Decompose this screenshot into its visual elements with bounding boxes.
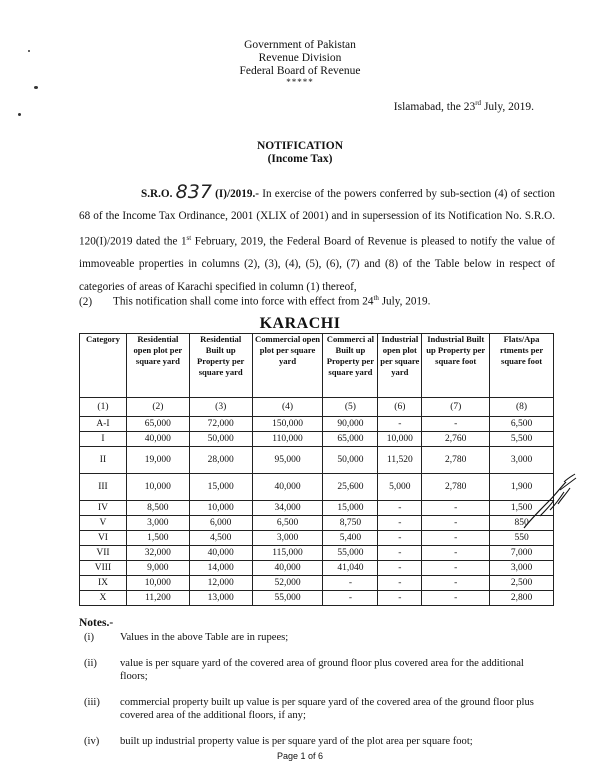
value-cell: 5,400 <box>323 531 378 546</box>
value-cell: - <box>378 516 422 531</box>
table-row <box>80 432 554 447</box>
value-cell: 15,000 <box>323 501 378 516</box>
table-city-title: KARACHI <box>259 315 341 332</box>
value-cell: 2,780 <box>422 474 490 501</box>
value-cell: - <box>422 417 490 432</box>
value-cell: - <box>378 591 422 606</box>
value-cell: 10,000 <box>126 576 189 591</box>
value-cell: 41,040 <box>323 561 378 576</box>
category-cell: II <box>80 447 127 474</box>
scan-speck <box>18 113 21 116</box>
body-paragraph <box>79 183 555 298</box>
column-number: (5) <box>323 398 378 417</box>
body-text-2: February, 2019, the Federal Board of Revenue is pleased to notify the value of immoveable properties in columns (2), (3), (4), (5), (6), (7) and (8) of the Table below in respect of categories of areas of Karachi specified in column (1) thereof, <box>79 236 555 293</box>
note-text: commercial property built up value is per square yard of the covered area of the ground floor plus covered area of the additional floors, if any; <box>120 697 534 721</box>
column-number: (3) <box>189 398 252 417</box>
value-cell: 1,500 <box>490 501 554 516</box>
value-cell: 28,000 <box>189 447 252 474</box>
value-cell: - <box>378 546 422 561</box>
note-item <box>84 631 554 644</box>
value-cell: 25,600 <box>323 474 378 501</box>
column-number: (4) <box>252 398 323 417</box>
value-cell: 1,500 <box>126 531 189 546</box>
para2-text: This notification shall come into force with effect from 24 <box>113 295 374 308</box>
table-body <box>80 398 554 606</box>
note-text: Values in the above Table are in rupees; <box>120 632 289 643</box>
value-cell: 15,000 <box>189 474 252 501</box>
handwritten-signature <box>520 470 590 545</box>
date-suffix: July, 2019. <box>481 100 534 113</box>
value-cell: 90,000 <box>323 417 378 432</box>
value-cell: 1,900 <box>490 474 554 501</box>
value-cell: - <box>422 546 490 561</box>
value-cell: 55,000 <box>323 546 378 561</box>
value-cell: 40,000 <box>126 432 189 447</box>
para2-number: (2) <box>79 295 93 308</box>
para2-sup: th <box>373 294 379 302</box>
page-footer: Page 1 of 6 <box>276 751 324 761</box>
value-cell: 2,800 <box>490 591 554 606</box>
value-cell: 2,760 <box>422 432 490 447</box>
value-cell: 32,000 <box>126 546 189 561</box>
value-cell: - <box>378 501 422 516</box>
value-cell: - <box>422 516 490 531</box>
category-cell: V <box>80 516 127 531</box>
note-item <box>84 657 554 683</box>
column-number: (7) <box>422 398 490 417</box>
table-row <box>80 447 554 474</box>
value-cell: 40,000 <box>252 474 323 501</box>
note-text: built up industrial property value is per square yard of the plot area per square foot; <box>120 736 473 747</box>
column-number: (2) <box>126 398 189 417</box>
category-cell: III <box>80 474 127 501</box>
value-cell: 50,000 <box>189 432 252 447</box>
category-cell: IV <box>80 501 127 516</box>
sro-number-handwritten: 837 <box>175 181 212 203</box>
table-row <box>80 516 554 531</box>
value-cell: - <box>323 576 378 591</box>
value-cell: 65,000 <box>126 417 189 432</box>
table-header <box>80 334 554 398</box>
value-cell: 6,000 <box>189 516 252 531</box>
value-cell: - <box>378 417 422 432</box>
value-cell: 72,000 <box>189 417 252 432</box>
value-cell: 65,000 <box>323 432 378 447</box>
category-cell: I <box>80 432 127 447</box>
para2-end: July, 2019. <box>378 295 431 308</box>
value-cell: 95,000 <box>252 447 323 474</box>
category-cell: A-I <box>80 417 127 432</box>
column-number: (6) <box>378 398 422 417</box>
column-header: Category <box>80 334 127 398</box>
value-cell: 3,000 <box>490 561 554 576</box>
column-header: Flats/Apa rtments per square foot <box>490 334 554 398</box>
value-cell: 2,500 <box>490 576 554 591</box>
value-cell: - <box>378 531 422 546</box>
value-cell: 4,500 <box>189 531 252 546</box>
value-cell: - <box>422 531 490 546</box>
value-cell: 115,000 <box>252 546 323 561</box>
value-cell: 6,500 <box>252 516 323 531</box>
column-header: Industrial Built up Property per square foot <box>422 334 490 398</box>
value-cell: 40,000 <box>189 546 252 561</box>
value-cell: 19,000 <box>126 447 189 474</box>
value-cell: 850 <box>490 516 554 531</box>
note-number: (iv) <box>84 736 100 747</box>
sro-suffix: (I)/2019.- <box>215 188 259 200</box>
value-cell: 14,000 <box>189 561 252 576</box>
value-cell: 8,500 <box>126 501 189 516</box>
table-row <box>80 474 554 501</box>
date-prefix: Islamabad, the 23 <box>393 100 476 113</box>
value-cell: 55,000 <box>252 591 323 606</box>
column-number: (8) <box>490 398 554 417</box>
header-board: Federal Board of Revenue <box>239 65 361 77</box>
value-cell: 3,000 <box>490 447 554 474</box>
table-row <box>80 531 554 546</box>
note-number: (ii) <box>84 658 97 669</box>
value-cell: 2,780 <box>422 447 490 474</box>
notification-subtitle: (Income Tax) <box>267 153 333 165</box>
header-division: Revenue Division <box>258 52 342 64</box>
value-cell: 34,000 <box>252 501 323 516</box>
category-cell: IX <box>80 576 127 591</box>
body-sup-1: st <box>186 234 192 243</box>
value-cell: 8,750 <box>323 516 378 531</box>
value-cell: - <box>422 501 490 516</box>
value-cell: 6,500 <box>490 417 554 432</box>
value-cell: - <box>422 561 490 576</box>
table-row <box>80 417 554 432</box>
table-row <box>80 561 554 576</box>
value-cell: 150,000 <box>252 417 323 432</box>
commencement-paragraph <box>79 294 559 308</box>
value-cell: - <box>378 576 422 591</box>
value-cell: 110,000 <box>252 432 323 447</box>
value-cell: - <box>422 591 490 606</box>
table-row <box>80 576 554 591</box>
column-number: (1) <box>80 398 127 417</box>
value-cell: 550 <box>490 531 554 546</box>
note-item <box>84 735 554 748</box>
value-cell: 50,000 <box>323 447 378 474</box>
category-cell: VIII <box>80 561 127 576</box>
header-government: Government of Pakistan <box>244 39 356 51</box>
value-cell: - <box>378 561 422 576</box>
value-cell: 9,000 <box>126 561 189 576</box>
notification-title: NOTIFICATION <box>256 140 344 152</box>
value-cell: 52,000 <box>252 576 323 591</box>
category-cell: X <box>80 591 127 606</box>
value-cell: - <box>422 576 490 591</box>
header-stars: ***** <box>286 77 314 87</box>
value-cell: 10,000 <box>378 432 422 447</box>
notes-title: Notes.- <box>79 617 114 629</box>
value-cell: 10,000 <box>189 501 252 516</box>
value-cell: 40,000 <box>252 561 323 576</box>
table-row <box>80 591 554 606</box>
value-cell: 10,000 <box>126 474 189 501</box>
note-text: value is per square yard of the covered area of ground floor plus covered area for the additional floors; <box>120 658 524 682</box>
column-header: Residential open plot per square yard <box>126 334 189 398</box>
column-number-row <box>80 398 554 417</box>
column-header: Industrial open plot per square yard <box>378 334 422 398</box>
dateline <box>394 99 534 113</box>
document-header <box>0 39 600 87</box>
column-header: Commercial open plot per square yard <box>252 334 323 398</box>
table-row <box>80 501 554 516</box>
value-cell: 13,000 <box>189 591 252 606</box>
column-header: Commerci al Built up Property per square yard <box>323 334 378 398</box>
property-rates-table <box>79 333 554 606</box>
note-number: (iii) <box>84 697 100 708</box>
value-cell: 5,500 <box>490 432 554 447</box>
note-item <box>84 696 554 722</box>
value-cell: - <box>323 591 378 606</box>
value-cell: 12,000 <box>189 576 252 591</box>
category-cell: VI <box>80 531 127 546</box>
column-header: Residential Built up Property per square yard <box>189 334 252 398</box>
value-cell: 3,000 <box>252 531 323 546</box>
value-cell: 7,000 <box>490 546 554 561</box>
date-sup: rd <box>475 99 482 107</box>
body-text-1: In exercise of the powers conferred by sub-section (4) of section 68 of the Income Tax Ordinance, 2001 (XLIX of 2001) and in supersession of its Notification No. S.R.O. 120(I)/2019 dated the 1 <box>79 188 556 249</box>
table-row <box>80 546 554 561</box>
sro-label: S.R.O. <box>141 188 173 200</box>
category-cell: VII <box>80 546 127 561</box>
value-cell: 11,520 <box>378 447 422 474</box>
notification-heading <box>0 140 600 166</box>
value-cell: 5,000 <box>378 474 422 501</box>
value-cell: 11,200 <box>126 591 189 606</box>
value-cell: 3,000 <box>126 516 189 531</box>
note-number: (i) <box>84 632 94 643</box>
